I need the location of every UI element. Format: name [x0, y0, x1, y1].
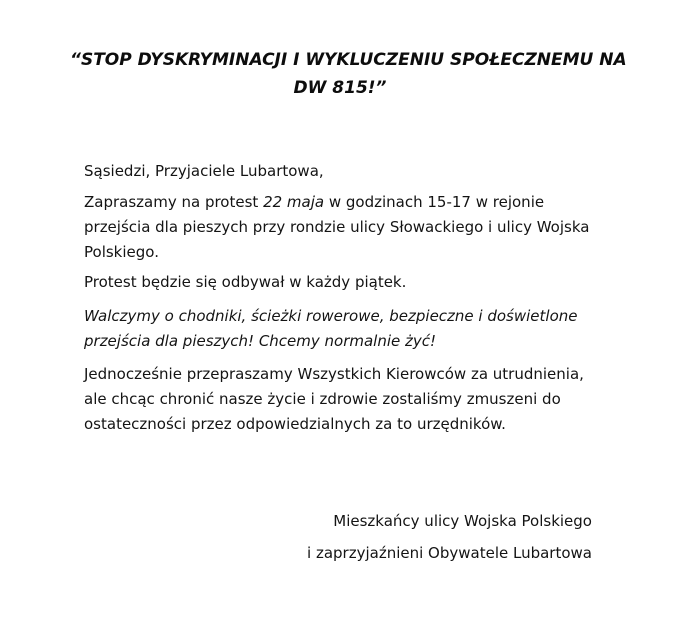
protest-date: 22 maja — [263, 193, 325, 211]
paragraph-line: Walczymy o chodniki, ścieżki rowerowe, bezpieczne i doświetlone — [84, 307, 578, 325]
invitation-text: w godzinach 15-17 w rejonie — [324, 193, 545, 211]
invitation-text: Zapraszamy na protest — [84, 193, 264, 211]
invitation-paragraph — [84, 190, 604, 265]
paragraph-line: Polskiego. — [84, 243, 159, 261]
title-line: DW 815!” — [293, 78, 387, 98]
paragraph-line: ale chcąc chronić nasze życie i zdrowie zostaliśmy zmuszeni do — [84, 390, 561, 408]
paragraph-line — [84, 190, 604, 215]
paragraph-line: przejścia dla pieszych przy rondzie ulicy Słowackiego i ulicy Wojska — [84, 218, 590, 236]
greeting: Sąsiedzi, Przyjaciele Lubartowa, — [84, 162, 324, 180]
paragraph-line: Jednocześnie przepraszamy Wszystkich Kierowców za utrudnienia, — [84, 365, 584, 383]
apology-paragraph — [84, 362, 604, 437]
paragraph-line: przejścia dla pieszych! Chcemy normalnie żyć! — [84, 332, 437, 350]
schedule-paragraph: Protest będzie się odbywał w każdy piątek. — [84, 273, 407, 291]
signature-line: i zaprzyjaźnieni Obywatele Lubartowa — [307, 544, 592, 562]
signature-line: Mieszkańcy ulicy Wojska Polskiego — [333, 512, 592, 530]
paragraph-line: ostateczności przez odpowiedzialnych za to urzędników. — [84, 415, 506, 433]
title-line: “STOP DYSKRYMINACJI I WYKLUCZENIU SPOŁECZNEMU NA — [70, 50, 627, 70]
document-title — [70, 46, 627, 102]
demands-paragraph — [84, 304, 604, 354]
